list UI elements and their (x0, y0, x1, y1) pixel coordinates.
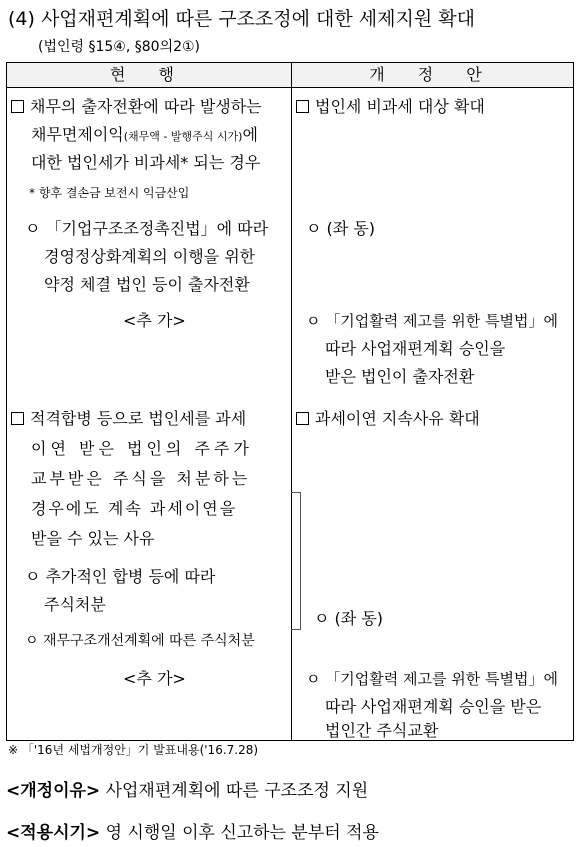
revised-item1: 법인세 비과세 대상 확대 (296, 96, 485, 118)
revised-item2: 과세이연 지속사유 확대 (296, 408, 480, 430)
revised-new1-line1: ㅇ 「기업활력 제고를 위한 특별법」에 (306, 312, 558, 330)
checkbox-icon (11, 100, 24, 113)
reason-label: <개정이유> (6, 781, 101, 801)
revised-new2-line1: ㅇ 「기업활력 제고를 위한 특별법」에 (306, 670, 558, 688)
current-item1-footnote: * 향후 결손금 보전시 익금산입 (29, 186, 190, 200)
current-item1-line3: 대한 법인세가 비과세* 되는 경우 (31, 153, 261, 172)
revised-column (292, 88, 574, 741)
current-sub2-line1: ㅇ 추가적인 합병 등에 따라 (25, 567, 216, 586)
apply-label: <적용시기> (6, 823, 101, 843)
section-title: (4) 사업재편계획에 따른 구조조정에 대한 세제지원 확대 (8, 8, 475, 30)
current-sub2-line2: 주식처분 (44, 595, 106, 614)
checkbox-icon (296, 412, 309, 425)
revised-new1-line2: 따라 사업재편계획 승인을 (325, 339, 506, 358)
section-subtitle: (법인령 §15④, §80의2①) (38, 39, 201, 55)
current-sub3-line1: ㅇ 재무구조개선계획에 따른 주식처분 (25, 633, 255, 649)
revised-new2-line2: 따라 사업재편계획 승인을 받은 (325, 697, 542, 716)
apply-text: 영 시행일 이후 신고하는 분부터 적용 (100, 823, 379, 843)
checkbox-icon (11, 412, 24, 425)
revised-new1-line3: 받은 법인이 출자전환 (325, 367, 475, 386)
header-revised: 개 정 안 (292, 63, 574, 88)
current-item2-line3: 교부받은 주식을 처분하는 (31, 469, 251, 488)
footnote: ※ 「'16년 세법개정안」기 발표내용('16.7.28) (8, 743, 259, 757)
checkbox-icon (296, 100, 309, 113)
current-add2: <추 가> (123, 669, 186, 688)
reason (6, 776, 368, 801)
revised-new2-line3: 법인간 주식교환 (325, 721, 439, 740)
current-item2-line5: 받을 수 있는 사유 (31, 529, 155, 548)
current-item2-line2: 이연 받은 법인의 주주가 (31, 439, 253, 458)
current-item1-line2: 채무면제이익(채무액 - 발행주식 시가)에 (31, 125, 258, 144)
current-column (7, 88, 292, 741)
header-current: 현 행 (7, 63, 292, 88)
comparison-table (6, 62, 574, 741)
current-add1: <추 가> (123, 311, 186, 330)
bracket-divider (291, 492, 301, 630)
current-sub1-line1: ㅇ 「기업구조조정촉진법」에 따라 (25, 219, 269, 238)
revised-same1: ㅇ (좌 동) (306, 219, 376, 238)
current-item1-line1: 채무의 출자전환에 따라 발생하는 (11, 96, 262, 118)
reason-text: 사업재편계획에 따른 구조조정 지원 (100, 781, 369, 801)
apply-period (6, 818, 379, 843)
current-item2-line1: 적격합병 등으로 법인세를 과세 (11, 408, 246, 430)
current-sub1-line2: 경영정상화계획의 이행을 위한 (44, 247, 256, 266)
revised-same2: ㅇ (좌 동) (314, 609, 384, 628)
current-sub1-line3: 약정 체결 법인 등이 출자전환 (44, 275, 250, 294)
current-item2-line4: 경우에도 계속 과세이연을 (31, 499, 238, 518)
